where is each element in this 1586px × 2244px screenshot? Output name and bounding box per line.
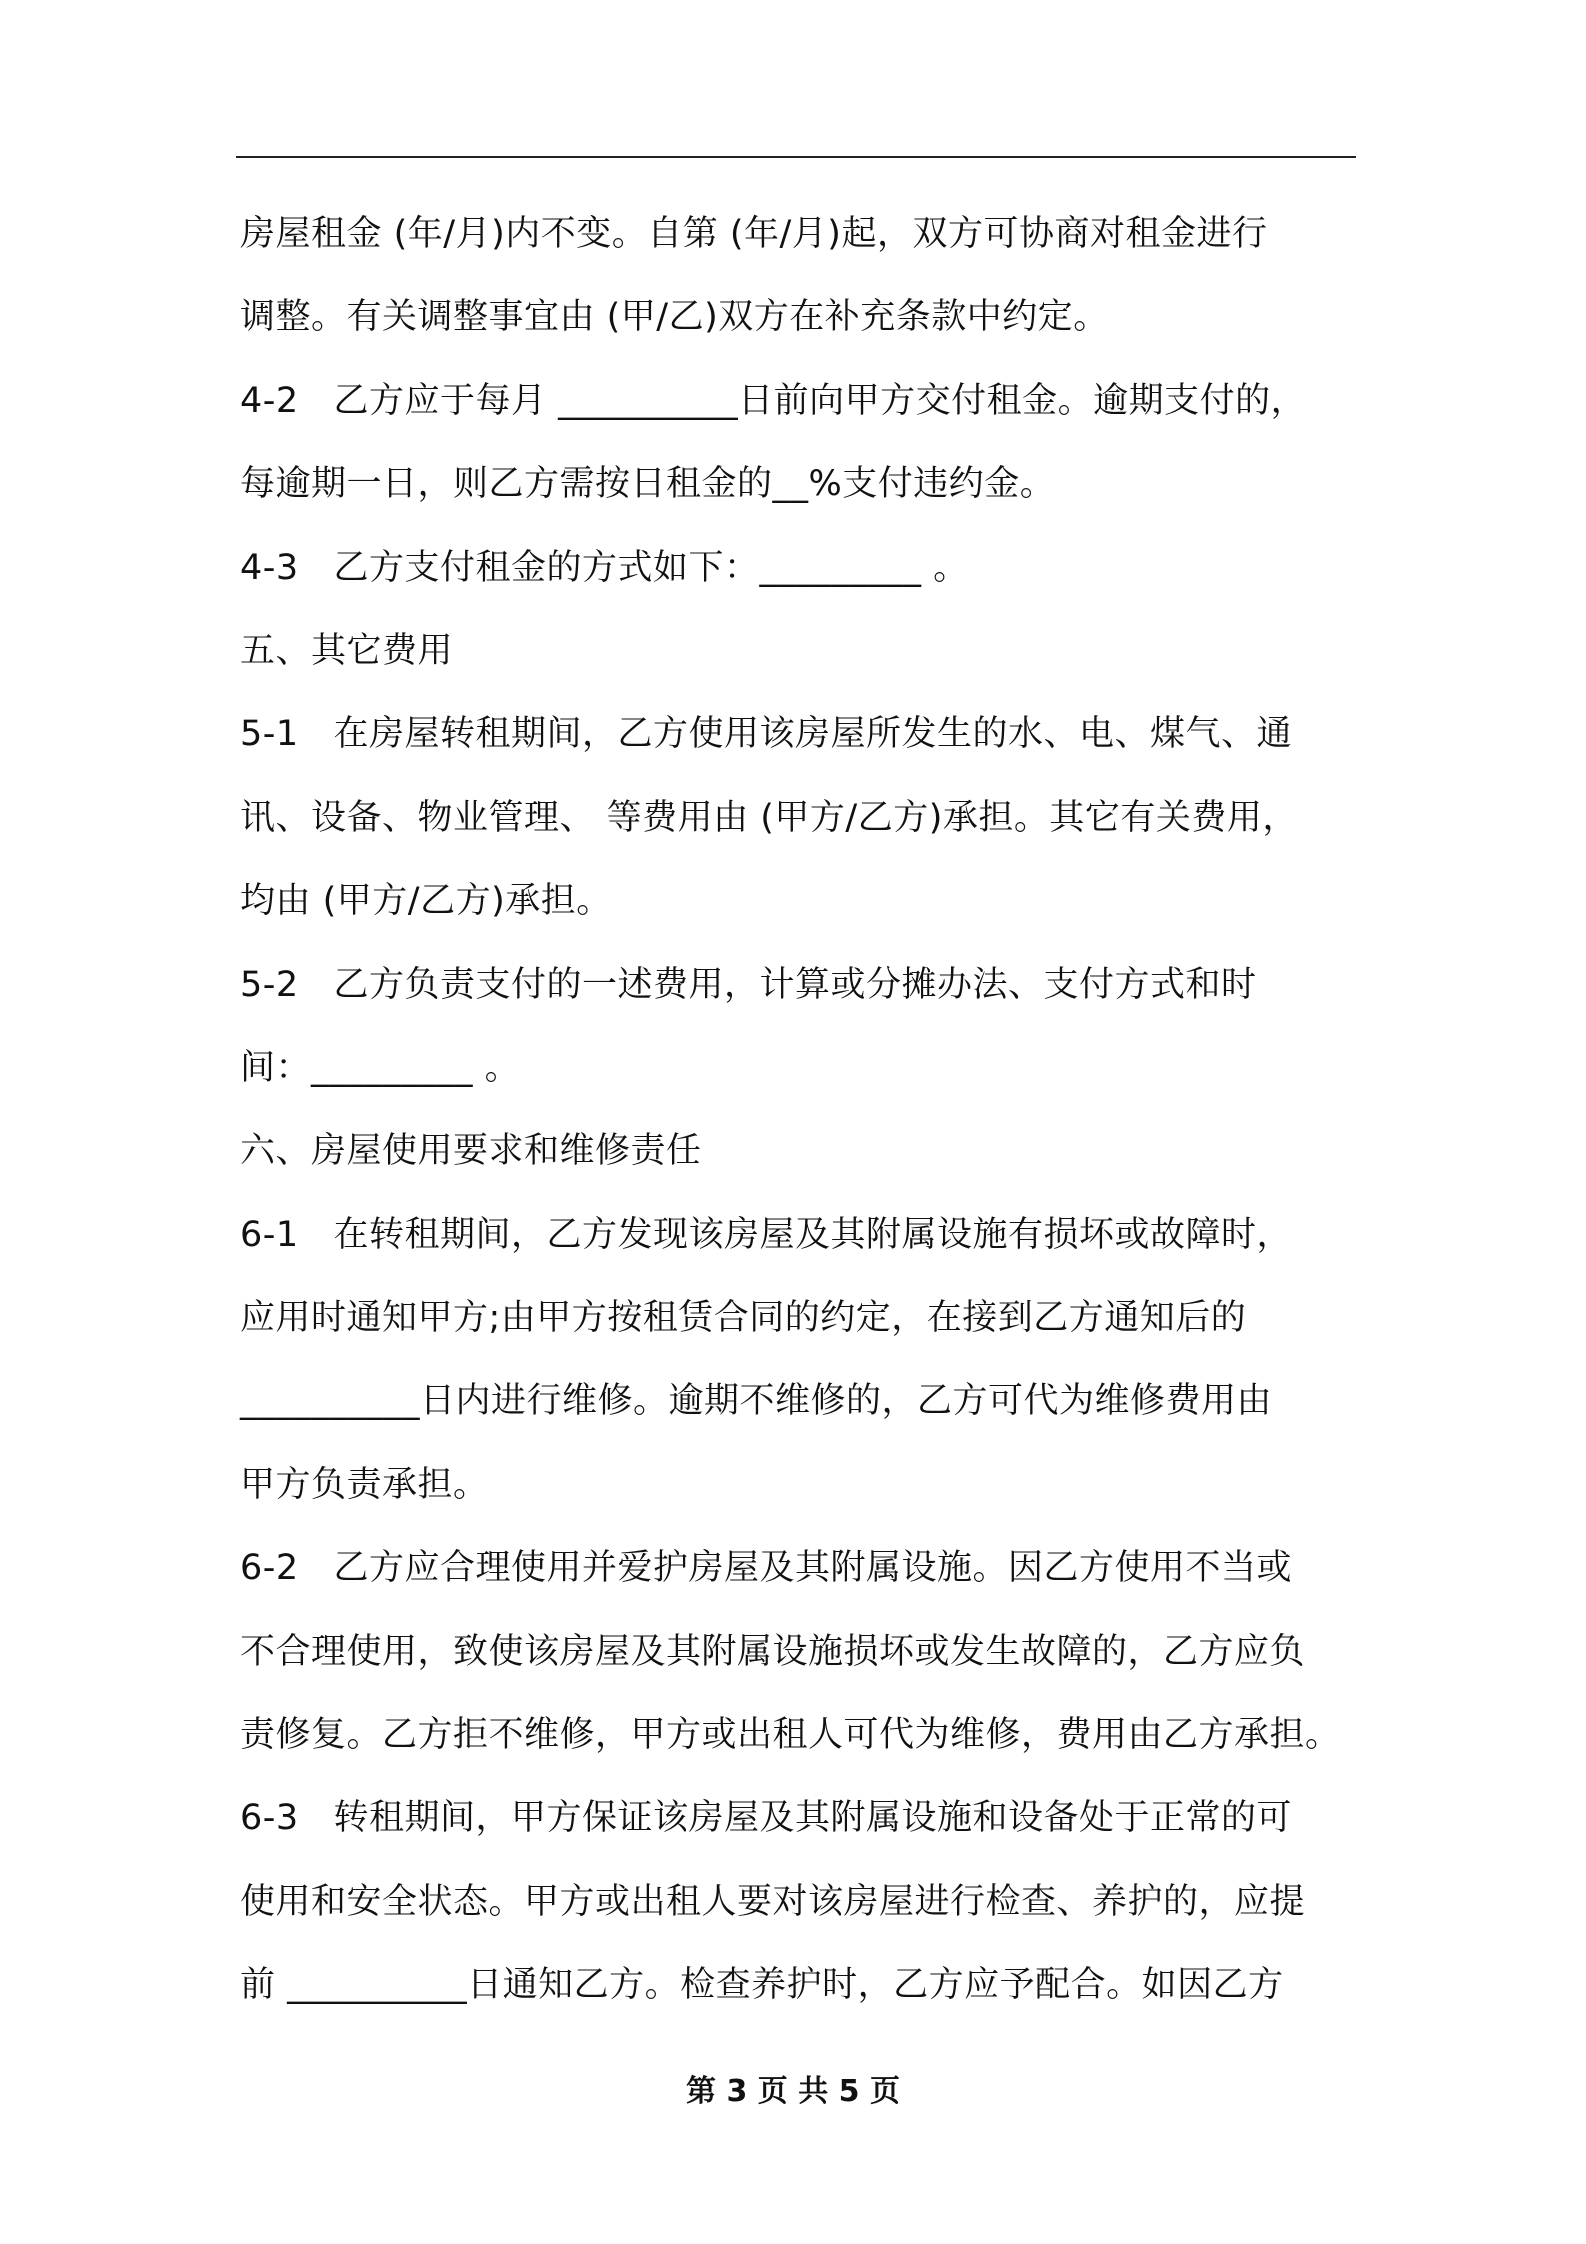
text-line: 使用和安全状态。甲方或出租人要对该房屋进行检查、养护的，应提 — [240, 1881, 1306, 1922]
text-line: 讯、设备、物业管理、 等费用由 (甲方/乙方)承担。其它有关费用， — [240, 797, 1298, 838]
text-line: 甲方负责承担。 — [240, 1464, 489, 1505]
header-rule — [236, 156, 1356, 158]
text-line: 4-2 乙方应于每月 __________日前向甲方交付租金。逾期支付的， — [240, 380, 1307, 421]
text-line: 房屋租金 (年/月)内不变。自第 (年/月)起，双方可协商对租金进行 — [240, 214, 1268, 254]
text-line: 均由 (甲方/乙方)承担。 — [240, 881, 612, 922]
document-body — [240, 193, 1390, 2028]
section-heading: 五、其它费用 — [240, 630, 454, 671]
text-line: 5-2 乙方负责支付的一述费用，计算或分摊办法、支付方式和时 — [240, 964, 1257, 1005]
text-line: 间：_________ 。 — [240, 1047, 521, 1088]
text-line: 6-2 乙方应合理使用并爱护房屋及其附属设施。因乙方使用不当或 — [240, 1548, 1293, 1589]
text-line: 前 __________日通知乙方。检查养护时，乙方应予配合。如因乙方 — [240, 1965, 1284, 2006]
text-line: 6-3 转租期间，甲方保证该房屋及其附属设施和设备处于正常的可 — [240, 1798, 1293, 1839]
text-line: 不合理使用，致使该房屋及其附属设施损坏或发生故障的，乙方应负 — [240, 1631, 1306, 1672]
text-line: 应用时通知甲方;由甲方按租赁合同的约定，在接到乙方通知后的 — [240, 1298, 1247, 1339]
text-line: 4-3 乙方支付租金的方式如下：_________ 。 — [240, 547, 969, 588]
text-line: __________日内进行维修。逾期不维修的，乙方可代为维修费用由 — [240, 1381, 1273, 1422]
page-number: 第 3 页 共 5 页 — [686, 2074, 900, 2109]
text-line: 5-1 在房屋转租期间，乙方使用该房屋所发生的水、电、煤气、通 — [240, 714, 1293, 755]
text-line: 每逾期一日，则乙方需按日租金的__%支付违约金。 — [240, 464, 1056, 505]
section-heading: 六、房屋使用要求和维修责任 — [240, 1131, 702, 1172]
text-line: 责修复。乙方拒不维修，甲方或出租人可代为维修，费用由乙方承担。 — [240, 1715, 1341, 1756]
text-line: 6-1 在转租期间，乙方发现该房屋及其附属设施有损坏或故障时， — [240, 1214, 1293, 1255]
text-line: 调整。有关调整事宜由 (甲/乙)双方在补充条款中约定。 — [240, 297, 1109, 338]
